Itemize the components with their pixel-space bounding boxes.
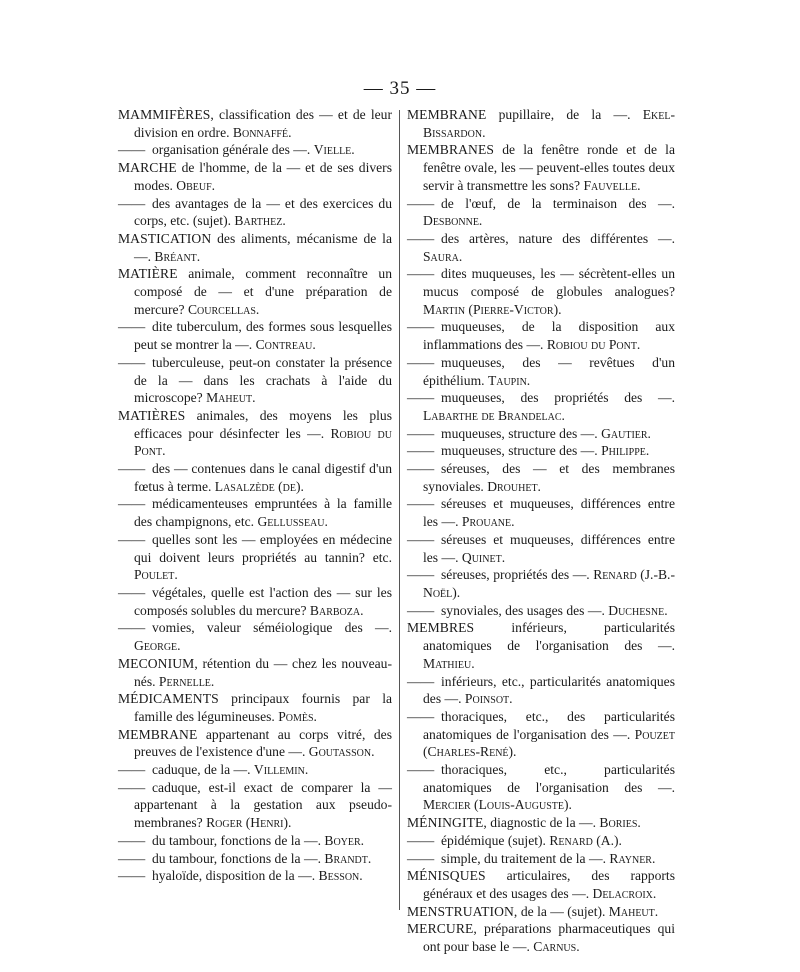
entry-author: Martin (Pierre-Victor).: [423, 301, 562, 317]
entry-author: Goutasson.: [308, 744, 375, 760]
entry-author: Robiou du Pont.: [546, 337, 641, 353]
right-column: [407, 106, 675, 956]
ditto-dash: ——: [407, 762, 435, 778]
entry-headword: MATIÈRES: [118, 407, 186, 423]
index-entry: [118, 106, 392, 141]
entry-text: muqueuses, des propriétés des —.: [441, 390, 675, 406]
entry-text: séreuses et muqueuses, différences entre les —.: [423, 531, 675, 565]
entry-author: Lasalzède (de).: [214, 478, 304, 494]
entry-headword: MEMBRES: [407, 620, 475, 636]
entry-author: Mathieu.: [423, 655, 475, 671]
entry-text: muqueuses, des — revêtues d'un épithélium.: [423, 354, 675, 388]
entry-headword: MEMBRANES: [407, 142, 495, 158]
entry-text: pupillaire, de la —.: [486, 107, 643, 122]
index-entry: [407, 814, 675, 832]
entry-text: de la fenêtre ronde et de la fenêtre ovale, les — peuvent-elles toutes deux servir à transmettre les sons?: [423, 142, 675, 193]
index-entry: [118, 407, 392, 460]
entry-text: inférieurs, particularités anatomiques de l'organisation des —.: [423, 620, 675, 654]
entry-text: caduque, de la —.: [152, 762, 254, 778]
ditto-dash: ——: [118, 461, 146, 477]
entry-author: Vielle.: [313, 142, 355, 158]
ditto-dash: ——: [407, 195, 435, 211]
entry-text: hyaloïde, disposition de la —.: [152, 868, 319, 884]
entry-text: épidémique (sujet).: [441, 832, 550, 848]
index-entry: [407, 566, 675, 601]
ditto-dash: ——: [407, 319, 435, 335]
entry-author: Brandt.: [324, 850, 372, 866]
entry-text: inférieurs, etc., particularités anatomiques des —.: [423, 673, 675, 707]
entry-text: de l'homme, de la — et de ses divers modes.: [134, 160, 392, 193]
entry-text: séreuses et muqueuses, différences entre les —.: [423, 496, 675, 530]
entry-author: Renard (J.-B.-Noël).: [423, 567, 675, 600]
entry-headword: MÉNINGITE,: [407, 815, 487, 831]
index-entry: [118, 195, 392, 230]
entry-text: animale, comment reconnaître un composé de — et d'une préparation de mercure?: [134, 266, 392, 317]
entry-author: Maheut.: [206, 390, 256, 406]
index-entry: [407, 867, 675, 902]
ditto-dash: ——: [118, 354, 146, 370]
entry-headword: MECONIUM,: [118, 655, 198, 671]
ditto-dash: ——: [118, 832, 146, 848]
index-entry: [407, 265, 675, 318]
index-entry: [407, 903, 675, 921]
entry-author: Prouane.: [461, 514, 515, 530]
entry-author: Desbonne.: [423, 213, 483, 229]
entry-author: Bréant.: [154, 248, 201, 264]
index-entry: [407, 389, 675, 424]
page-number: — 35 —: [363, 78, 437, 99]
entry-headword: MAMMIFÈRES,: [118, 107, 214, 122]
entry-text: thoraciques, etc., particularités anatomiques de l'organisation des —.: [423, 762, 675, 795]
ditto-dash: ——: [118, 195, 146, 211]
ditto-dash: ——: [407, 832, 435, 848]
index-entry: [407, 673, 675, 708]
entry-author: Poulet.: [134, 567, 178, 583]
entry-text: médicamenteuses empruntées à la famille des champignons, etc.: [134, 496, 392, 530]
entry-text: articulaires, des rapports généraux et des usages des —.: [423, 868, 675, 901]
entry-text: séreuses, propriétés des —.: [441, 567, 594, 583]
entry-text: du tambour, fonctions de la —.: [152, 850, 325, 866]
index-entry: [407, 850, 675, 868]
entry-author: Barthez.: [234, 213, 286, 229]
index-entry: [118, 726, 392, 761]
entry-headword: MARCHE: [118, 160, 177, 176]
entry-text: thoraciques, etc., des particularités anatomiques de l'organisation des —.: [423, 708, 675, 742]
index-entry: [407, 832, 675, 850]
entry-text: du tambour, fonctions de la —.: [152, 832, 325, 848]
index-entry: [407, 354, 675, 389]
ditto-dash: ——: [407, 496, 435, 512]
index-entry: [118, 619, 392, 654]
ditto-dash: ——: [407, 443, 435, 459]
entry-headword: MENSTRUATION,: [407, 903, 518, 919]
entry-author: Pomès.: [278, 708, 317, 724]
index-entry: [118, 690, 392, 725]
entry-text: principaux fournis par la famille des légumineuses.: [134, 691, 392, 724]
entry-headword: MATIÈRE: [118, 266, 178, 282]
entry-headword: MEMBRANE: [407, 107, 487, 122]
entry-text: muqueuses, de la disposition aux inflammations des —.: [423, 319, 675, 353]
ditto-dash: ——: [407, 850, 435, 866]
entry-author: Boyer.: [324, 832, 365, 848]
entry-author: Besson.: [318, 868, 363, 884]
entry-author: Bories.: [599, 815, 641, 831]
index-entry: [118, 495, 392, 530]
entry-author: Delacroix.: [592, 885, 657, 901]
index-entry: [407, 195, 675, 230]
index-entry: [118, 354, 392, 407]
entry-text: quelles sont les — employées en médecine qui doivent leurs propriétés au tannin? etc.: [134, 531, 392, 565]
index-entry: [118, 460, 392, 495]
entry-author: Villemin.: [253, 762, 309, 778]
entry-author: Quinet.: [461, 549, 506, 565]
entry-text: diagnostic de la —.: [486, 815, 600, 831]
entry-text: dites muqueuses, les — sécrètent-elles un mucus composé de globules analogues?: [423, 266, 675, 300]
ditto-dash: ——: [407, 425, 435, 441]
entry-author: Gellusseau.: [257, 514, 328, 530]
ditto-dash: ——: [407, 531, 435, 547]
index-entry: [118, 318, 392, 353]
entry-text: synoviales, des usages des —.: [441, 602, 609, 618]
entry-author: Philippe.: [601, 443, 650, 459]
entry-text: rétention du — chez les nouveau-nés.: [134, 655, 392, 689]
ditto-dash: ——: [118, 762, 146, 778]
entry-author: Duchesne.: [608, 602, 668, 618]
entry-author: Gautier.: [601, 425, 651, 441]
ditto-dash: ——: [407, 567, 435, 583]
entry-text: organisation générale des —.: [152, 142, 314, 158]
entry-text: de la — (sujet).: [517, 903, 609, 919]
ditto-dash: ——: [118, 319, 146, 335]
ditto-dash: ——: [407, 390, 435, 406]
entry-text: vomies, valeur séméiologique des —.: [152, 620, 392, 636]
index-entry: [407, 318, 675, 353]
entry-text: appartenant au corps vitré, des preuves de l'existence d'une —.: [134, 726, 392, 760]
entry-text: classification des — et de leur division en ordre.: [134, 107, 392, 140]
entry-author: Renard (A.).: [549, 832, 622, 848]
ditto-dash: ——: [118, 868, 146, 884]
ditto-dash: ——: [118, 584, 146, 600]
index-entry: [407, 442, 675, 460]
index-entry: [407, 106, 675, 141]
ditto-dash: ——: [118, 142, 146, 158]
index-entry: [407, 531, 675, 566]
index-entry: [118, 159, 392, 194]
entry-text: muqueuses, structure des —.: [441, 425, 602, 441]
index-entry: [407, 920, 675, 955]
entry-author: Poinsot.: [464, 691, 513, 707]
entry-headword: MASTICATION: [118, 230, 212, 246]
left-column: [118, 106, 392, 885]
entry-headword: MÉNISQUES: [407, 868, 486, 884]
column-divider: [399, 110, 400, 910]
entry-text: des avantages de la — et des exercices du corps, etc. (sujet).: [134, 195, 392, 229]
index-entry: [118, 531, 392, 584]
index-entry: [118, 265, 392, 318]
index-entry: [407, 761, 675, 814]
entry-author: Obeuf.: [176, 177, 216, 193]
index-entry: [407, 708, 675, 761]
entry-author: Mercier (Louis-Auguste).: [423, 797, 572, 813]
entry-author: George.: [134, 638, 181, 654]
index-entry: [407, 602, 675, 620]
ditto-dash: ——: [407, 266, 435, 282]
index-entry: [407, 230, 675, 265]
ditto-dash: ——: [118, 850, 146, 866]
entry-text: caduque, est-il exact de comparer la — appartenant à la gestation aux pseudo-membranes?: [134, 779, 392, 831]
entry-text: de l'œuf, de la terminaison des —.: [441, 195, 675, 211]
entry-text: préparations pharmaceutiques qui ont pour base le —.: [423, 921, 675, 955]
index-entry: [118, 850, 392, 868]
entry-headword: MERCURE,: [407, 921, 477, 937]
entry-text: tuberculeuse, peut-on constater la présence de la — dans les crachats à l'aide du microscope?: [134, 354, 392, 406]
index-entry: [118, 141, 392, 159]
entry-headword: MÉDICAMENTS: [118, 691, 219, 707]
entry-author: Taupin.: [487, 372, 531, 388]
entry-author: Contreau.: [255, 337, 316, 353]
index-entry: [407, 619, 675, 672]
index-entry: [407, 460, 675, 495]
ditto-dash: ——: [118, 779, 146, 795]
index-entry: [118, 584, 392, 619]
index-entry: [407, 495, 675, 530]
entry-text: séreuses, des — et des membranes synoviales.: [423, 461, 675, 494]
ditto-dash: ——: [407, 354, 435, 370]
entry-author: Roger (Henri).: [206, 815, 292, 831]
entry-text: dite tuberculum, des formes sous lesquelles peut se montrer la —.: [134, 319, 392, 353]
index-entry: [407, 425, 675, 443]
index-entry: [118, 655, 392, 690]
entry-text: des artères, nature des différentes —.: [441, 230, 675, 246]
ditto-dash: ——: [407, 602, 435, 618]
entry-text: simple, du traitement de la —.: [441, 850, 610, 866]
entry-author: Ekel-Bissardon.: [423, 107, 675, 140]
entry-text: végétales, quelle est l'action des — sur les composés solubles du mercure?: [134, 584, 392, 618]
entry-author: Robiou du Pont.: [134, 425, 393, 459]
index-entry: [118, 230, 392, 265]
entry-author: Pernelle.: [158, 673, 215, 689]
entry-text: muqueuses, structure des —.: [441, 443, 602, 459]
entry-author: Rayner.: [609, 850, 656, 866]
ditto-dash: ——: [118, 531, 146, 547]
entry-text: des aliments, mécanisme de la —.: [134, 230, 392, 264]
entry-author: Labarthe de Brandelac.: [423, 407, 565, 423]
ditto-dash: ——: [407, 230, 435, 246]
entry-author: Saura.: [423, 248, 463, 264]
entry-headword: MEMBRANE: [118, 726, 198, 742]
entry-author: Courcellas.: [187, 301, 260, 317]
entry-author: Maheut.: [608, 903, 659, 919]
entry-text: animales, des moyens les plus efficaces pour désinfecter les —.: [134, 407, 392, 441]
entry-author: Bonnaffé.: [232, 124, 292, 140]
entry-author: Carnus.: [533, 939, 580, 955]
index-entry: [118, 761, 392, 779]
ditto-dash: ——: [407, 461, 435, 477]
ditto-dash: ——: [407, 708, 435, 724]
index-entry: [118, 832, 392, 850]
entry-author: Barboza.: [309, 602, 364, 618]
index-entry: [118, 867, 392, 885]
index-entry: [118, 779, 392, 832]
ditto-dash: ——: [118, 496, 146, 512]
entry-author: Fauvelle.: [583, 177, 641, 193]
entry-text: des — contenues dans le canal digestif d'un fœtus à terme.: [134, 461, 392, 494]
entry-author: Pouzet (Charles-René).: [423, 726, 675, 760]
entry-author: Drouhet.: [487, 478, 541, 494]
ditto-dash: ——: [407, 673, 435, 689]
index-entry: [407, 141, 675, 194]
ditto-dash: ——: [118, 620, 146, 636]
